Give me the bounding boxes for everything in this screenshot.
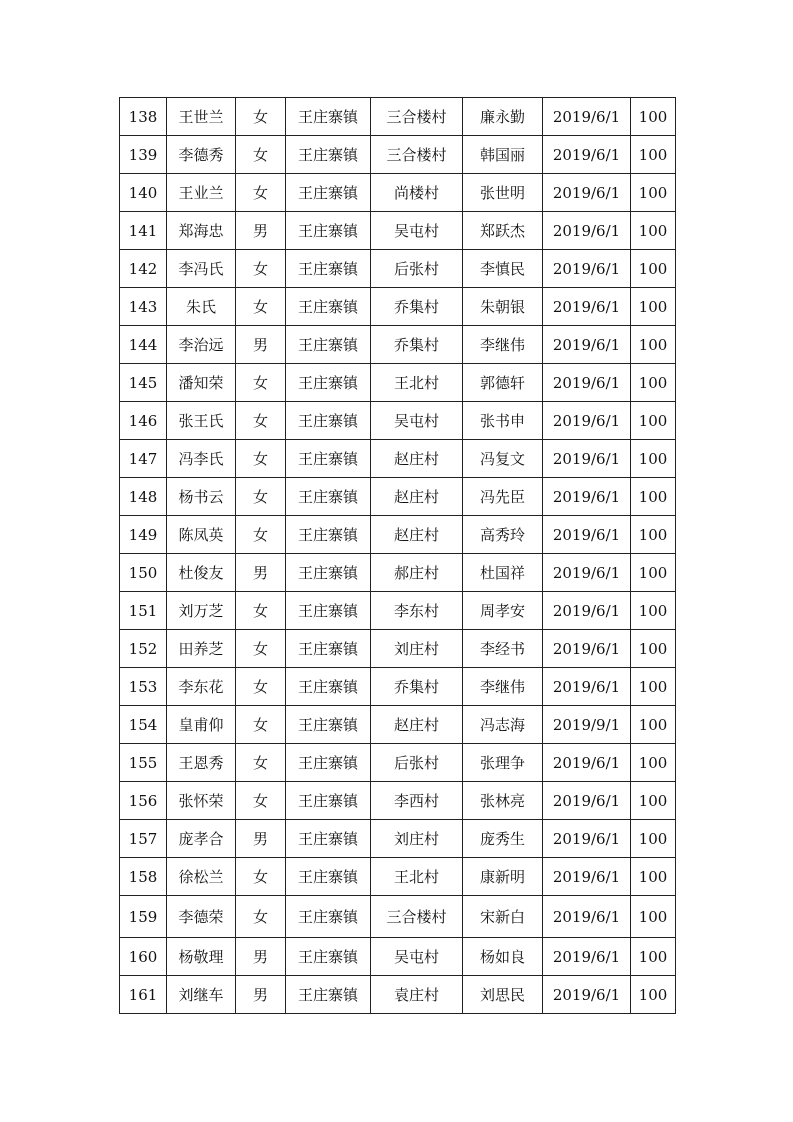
cell-village: 三合楼村	[371, 98, 463, 136]
cell-name: 杜俊友	[167, 554, 236, 592]
table-row	[120, 706, 676, 744]
table-row	[120, 630, 676, 668]
table-row	[120, 592, 676, 630]
cell-amount: 100	[631, 592, 676, 630]
cell-amount: 100	[631, 782, 676, 820]
cell-contact: 郑跃杰	[463, 212, 543, 250]
cell-village: 王北村	[371, 364, 463, 402]
cell-index: 155	[120, 744, 167, 782]
cell-contact: 高秀玲	[463, 516, 543, 554]
cell-contact: 张理争	[463, 744, 543, 782]
cell-name: 李冯氏	[167, 250, 236, 288]
cell-gender: 女	[236, 630, 286, 668]
cell-contact: 张世明	[463, 174, 543, 212]
cell-index: 161	[120, 976, 167, 1014]
cell-index: 148	[120, 478, 167, 516]
table-row	[120, 250, 676, 288]
cell-name: 杨书云	[167, 478, 236, 516]
cell-amount: 100	[631, 212, 676, 250]
cell-contact: 李继伟	[463, 326, 543, 364]
cell-gender: 女	[236, 250, 286, 288]
cell-name: 李德荣	[167, 896, 236, 938]
cell-date: 2019/6/1	[543, 174, 631, 212]
table-row	[120, 174, 676, 212]
table-row	[120, 938, 676, 976]
cell-index: 150	[120, 554, 167, 592]
cell-index: 145	[120, 364, 167, 402]
cell-amount: 100	[631, 288, 676, 326]
cell-date: 2019/6/1	[543, 592, 631, 630]
cell-index: 138	[120, 98, 167, 136]
cell-index: 152	[120, 630, 167, 668]
table-row	[120, 98, 676, 136]
cell-village: 三合楼村	[371, 136, 463, 174]
cell-town: 王庄寨镇	[286, 212, 371, 250]
table-row	[120, 668, 676, 706]
cell-amount: 100	[631, 820, 676, 858]
cell-contact: 韩国丽	[463, 136, 543, 174]
cell-amount: 100	[631, 554, 676, 592]
cell-gender: 女	[236, 98, 286, 136]
cell-amount: 100	[631, 98, 676, 136]
cell-town: 王庄寨镇	[286, 630, 371, 668]
cell-gender: 女	[236, 744, 286, 782]
cell-index: 159	[120, 896, 167, 938]
cell-amount: 100	[631, 668, 676, 706]
cell-town: 王庄寨镇	[286, 478, 371, 516]
cell-contact: 杨如良	[463, 938, 543, 976]
cell-gender: 男	[236, 554, 286, 592]
cell-gender: 男	[236, 938, 286, 976]
cell-date: 2019/6/1	[543, 896, 631, 938]
cell-date: 2019/6/1	[543, 212, 631, 250]
cell-index: 139	[120, 136, 167, 174]
cell-name: 张怀荣	[167, 782, 236, 820]
data-table	[119, 97, 676, 1014]
cell-village: 赵庄村	[371, 706, 463, 744]
cell-name: 朱氏	[167, 288, 236, 326]
cell-gender: 女	[236, 896, 286, 938]
cell-gender: 女	[236, 136, 286, 174]
cell-village: 尚楼村	[371, 174, 463, 212]
cell-name: 李德秀	[167, 136, 236, 174]
cell-contact: 冯复文	[463, 440, 543, 478]
cell-index: 151	[120, 592, 167, 630]
table-row	[120, 782, 676, 820]
cell-gender: 男	[236, 976, 286, 1014]
cell-index: 144	[120, 326, 167, 364]
cell-town: 王庄寨镇	[286, 136, 371, 174]
cell-town: 王庄寨镇	[286, 820, 371, 858]
cell-contact: 李慎民	[463, 250, 543, 288]
cell-contact: 刘思民	[463, 976, 543, 1014]
cell-gender: 女	[236, 516, 286, 554]
cell-amount: 100	[631, 364, 676, 402]
cell-town: 王庄寨镇	[286, 250, 371, 288]
cell-contact: 杜国祥	[463, 554, 543, 592]
cell-contact: 康新明	[463, 858, 543, 896]
cell-date: 2019/6/1	[543, 744, 631, 782]
cell-index: 154	[120, 706, 167, 744]
cell-date: 2019/6/1	[543, 516, 631, 554]
cell-index: 141	[120, 212, 167, 250]
cell-town: 王庄寨镇	[286, 326, 371, 364]
cell-village: 袁庄村	[371, 976, 463, 1014]
cell-date: 2019/6/1	[543, 364, 631, 402]
cell-village: 郝庄村	[371, 554, 463, 592]
cell-index: 149	[120, 516, 167, 554]
cell-index: 156	[120, 782, 167, 820]
cell-name: 王恩秀	[167, 744, 236, 782]
cell-name: 徐松兰	[167, 858, 236, 896]
cell-town: 王庄寨镇	[286, 98, 371, 136]
cell-village: 乔集村	[371, 288, 463, 326]
cell-gender: 女	[236, 288, 286, 326]
cell-gender: 女	[236, 402, 286, 440]
cell-village: 刘庄村	[371, 820, 463, 858]
cell-date: 2019/6/1	[543, 440, 631, 478]
table-row	[120, 858, 676, 896]
table-row	[120, 554, 676, 592]
cell-town: 王庄寨镇	[286, 592, 371, 630]
cell-amount: 100	[631, 706, 676, 744]
cell-town: 王庄寨镇	[286, 744, 371, 782]
cell-date: 2019/6/1	[543, 858, 631, 896]
cell-town: 王庄寨镇	[286, 668, 371, 706]
cell-village: 吴屯村	[371, 938, 463, 976]
cell-name: 王业兰	[167, 174, 236, 212]
cell-village: 赵庄村	[371, 478, 463, 516]
cell-village: 乔集村	[371, 668, 463, 706]
table-row	[120, 402, 676, 440]
cell-date: 2019/6/1	[543, 478, 631, 516]
cell-contact: 冯志海	[463, 706, 543, 744]
table-row	[120, 364, 676, 402]
cell-name: 田养芝	[167, 630, 236, 668]
cell-gender: 女	[236, 858, 286, 896]
cell-gender: 男	[236, 212, 286, 250]
cell-date: 2019/6/1	[543, 938, 631, 976]
cell-contact: 郭德轩	[463, 364, 543, 402]
cell-town: 王庄寨镇	[286, 976, 371, 1014]
cell-village: 赵庄村	[371, 440, 463, 478]
cell-date: 2019/6/1	[543, 782, 631, 820]
cell-date: 2019/6/1	[543, 976, 631, 1014]
cell-amount: 100	[631, 858, 676, 896]
cell-town: 王庄寨镇	[286, 858, 371, 896]
cell-amount: 100	[631, 174, 676, 212]
cell-gender: 女	[236, 668, 286, 706]
cell-contact: 张书申	[463, 402, 543, 440]
cell-index: 160	[120, 938, 167, 976]
table-row	[120, 478, 676, 516]
cell-name: 皇甫仰	[167, 706, 236, 744]
cell-amount: 100	[631, 402, 676, 440]
cell-amount: 100	[631, 744, 676, 782]
cell-gender: 女	[236, 440, 286, 478]
cell-date: 2019/6/1	[543, 326, 631, 364]
cell-date: 2019/6/1	[543, 820, 631, 858]
cell-contact: 周孝安	[463, 592, 543, 630]
cell-village: 李东村	[371, 592, 463, 630]
cell-date: 2019/9/1	[543, 706, 631, 744]
cell-gender: 男	[236, 820, 286, 858]
cell-date: 2019/6/1	[543, 668, 631, 706]
cell-village: 后张村	[371, 250, 463, 288]
cell-contact: 李经书	[463, 630, 543, 668]
cell-index: 147	[120, 440, 167, 478]
cell-village: 王北村	[371, 858, 463, 896]
cell-index: 158	[120, 858, 167, 896]
cell-contact: 李继伟	[463, 668, 543, 706]
cell-amount: 100	[631, 136, 676, 174]
cell-amount: 100	[631, 630, 676, 668]
cell-town: 王庄寨镇	[286, 938, 371, 976]
cell-amount: 100	[631, 516, 676, 554]
cell-gender: 女	[236, 364, 286, 402]
cell-amount: 100	[631, 326, 676, 364]
table-row	[120, 744, 676, 782]
cell-village: 赵庄村	[371, 516, 463, 554]
cell-village: 吴屯村	[371, 212, 463, 250]
cell-town: 王庄寨镇	[286, 440, 371, 478]
cell-date: 2019/6/1	[543, 554, 631, 592]
cell-name: 冯李氏	[167, 440, 236, 478]
cell-name: 陈凤英	[167, 516, 236, 554]
table-row	[120, 288, 676, 326]
table-row	[120, 820, 676, 858]
cell-town: 王庄寨镇	[286, 288, 371, 326]
cell-date: 2019/6/1	[543, 136, 631, 174]
table-row	[120, 136, 676, 174]
cell-amount: 100	[631, 250, 676, 288]
table-row	[120, 212, 676, 250]
cell-date: 2019/6/1	[543, 250, 631, 288]
cell-town: 王庄寨镇	[286, 174, 371, 212]
cell-name: 李治远	[167, 326, 236, 364]
cell-contact: 庞秀生	[463, 820, 543, 858]
cell-town: 王庄寨镇	[286, 554, 371, 592]
cell-amount: 100	[631, 896, 676, 938]
table-row	[120, 440, 676, 478]
cell-town: 王庄寨镇	[286, 782, 371, 820]
cell-index: 153	[120, 668, 167, 706]
cell-gender: 男	[236, 326, 286, 364]
cell-gender: 女	[236, 478, 286, 516]
cell-contact: 廉永勤	[463, 98, 543, 136]
cell-village: 吴屯村	[371, 402, 463, 440]
cell-town: 王庄寨镇	[286, 364, 371, 402]
cell-town: 王庄寨镇	[286, 706, 371, 744]
cell-name: 李东花	[167, 668, 236, 706]
cell-index: 143	[120, 288, 167, 326]
cell-village: 三合楼村	[371, 896, 463, 938]
cell-gender: 女	[236, 706, 286, 744]
cell-village: 乔集村	[371, 326, 463, 364]
cell-village: 刘庄村	[371, 630, 463, 668]
cell-date: 2019/6/1	[543, 98, 631, 136]
cell-name: 刘万芝	[167, 592, 236, 630]
cell-contact: 冯先臣	[463, 478, 543, 516]
cell-amount: 100	[631, 478, 676, 516]
cell-town: 王庄寨镇	[286, 896, 371, 938]
cell-town: 王庄寨镇	[286, 516, 371, 554]
cell-name: 潘知荣	[167, 364, 236, 402]
cell-gender: 女	[236, 782, 286, 820]
table-row	[120, 516, 676, 554]
cell-index: 146	[120, 402, 167, 440]
cell-name: 杨敬理	[167, 938, 236, 976]
table-body	[120, 98, 676, 1014]
cell-contact: 宋新白	[463, 896, 543, 938]
cell-name: 王世兰	[167, 98, 236, 136]
cell-gender: 女	[236, 174, 286, 212]
cell-amount: 100	[631, 976, 676, 1014]
cell-contact: 张林亮	[463, 782, 543, 820]
cell-amount: 100	[631, 938, 676, 976]
cell-gender: 女	[236, 592, 286, 630]
cell-village: 后张村	[371, 744, 463, 782]
cell-name: 刘继车	[167, 976, 236, 1014]
cell-town: 王庄寨镇	[286, 402, 371, 440]
cell-index: 157	[120, 820, 167, 858]
cell-village: 李西村	[371, 782, 463, 820]
cell-name: 庞孝合	[167, 820, 236, 858]
cell-date: 2019/6/1	[543, 288, 631, 326]
table-row	[120, 896, 676, 938]
table-row	[120, 326, 676, 364]
cell-index: 142	[120, 250, 167, 288]
cell-name: 郑海忠	[167, 212, 236, 250]
cell-date: 2019/6/1	[543, 630, 631, 668]
cell-amount: 100	[631, 440, 676, 478]
cell-name: 张王氏	[167, 402, 236, 440]
table-row	[120, 976, 676, 1014]
cell-index: 140	[120, 174, 167, 212]
cell-date: 2019/6/1	[543, 402, 631, 440]
cell-contact: 朱朝银	[463, 288, 543, 326]
